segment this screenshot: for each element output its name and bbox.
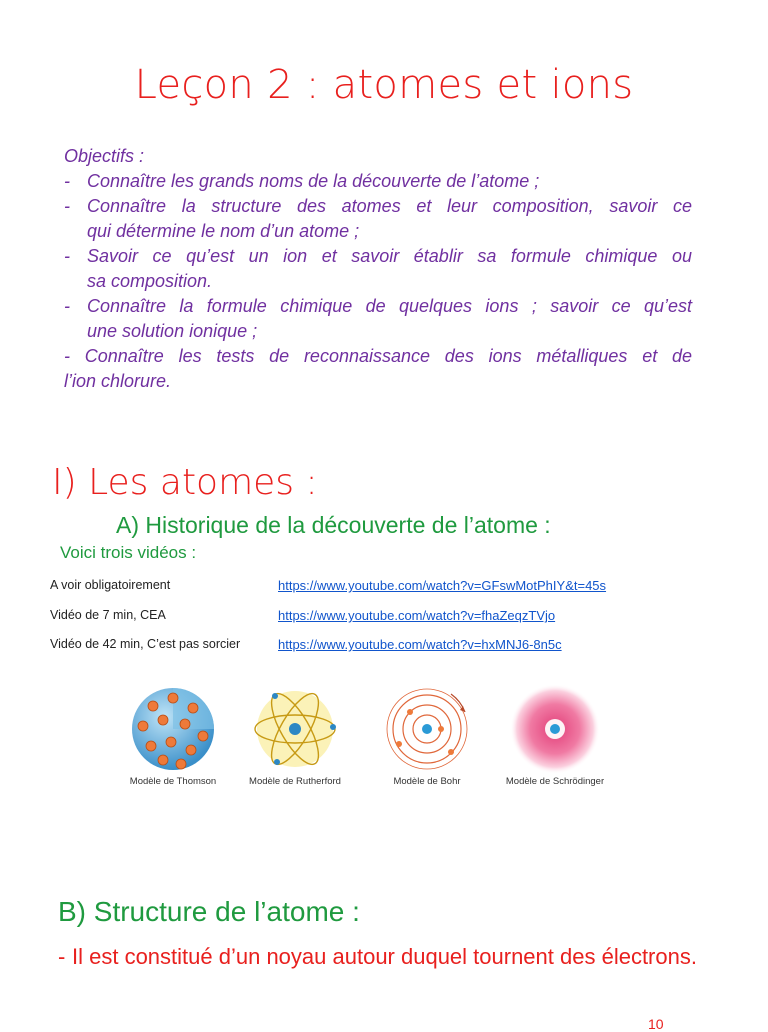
model-caption: Modèle de Bohr [393,776,461,787]
videos-intro: Voici trois vidéos : [60,543,197,562]
atom-models-figure [108,684,638,796]
rutherford-model [230,684,360,787]
structure-bullet: - Il est constitué d’un noyau autour duquel tournent des électrons. [58,942,710,972]
schrodinger-model-icon [505,684,605,774]
video-label: A voir obligatoirement [50,578,171,592]
bohr-model-icon [377,684,477,774]
lesson-title: Leçon 2 : atomes et ions [134,62,634,108]
section-heading-atoms: I) Les atomes : [52,462,318,503]
model-caption: Modèle de Thomson [129,776,217,787]
objective-item: - Connaître les grands noms de la découverte de l’atome ; [64,169,692,194]
model-caption: Modèle de Schrödinger [505,776,605,787]
structure-text [58,942,710,972]
objective-item: - Connaître la structure des atomes et leur composition, savoir ce qui détermine le nom d’un atome ; [64,194,692,244]
video-label: Vidéo de 42 min, C’est pas sorcier [50,637,241,651]
objectives-heading: Objectifs : [64,146,145,166]
objective-item-last: - Connaître les tests de reconnaissance des ions métalliques et de l’ion chlorure. [64,346,692,391]
video-label: Vidéo de 7 min, CEA [50,608,166,622]
objectives-block [64,144,692,394]
objective-item: - Savoir ce qu’est un ion et savoir établir sa formule chimique ou sa composition. [64,244,692,294]
video-link[interactable]: https://www.youtube.com/watch?v=GFswMotPhIY&t=45s [278,578,607,593]
page-number: 10 [648,1016,664,1032]
bohr-model [362,684,492,787]
video-link[interactable]: https://www.youtube.com/watch?v=fhaZeqzTVjo [278,608,556,623]
thomson-model-icon [123,684,223,774]
subsection-b-heading: B) Structure de l’atome : [58,896,360,927]
objective-item: - Connaître la formule chimique de quelques ions ; savoir ce qu’est une solution ionique ; [64,294,692,344]
schrodinger-model [490,684,620,787]
video-link[interactable]: https://www.youtube.com/watch?v=hxMNJ6-8n5c [278,637,562,652]
model-caption: Modèle de Rutherford [249,776,341,787]
subsection-a-heading: A) Historique de la découverte de l’atome : [116,512,551,538]
thomson-model [108,684,238,787]
rutherford-model-icon [245,684,345,774]
